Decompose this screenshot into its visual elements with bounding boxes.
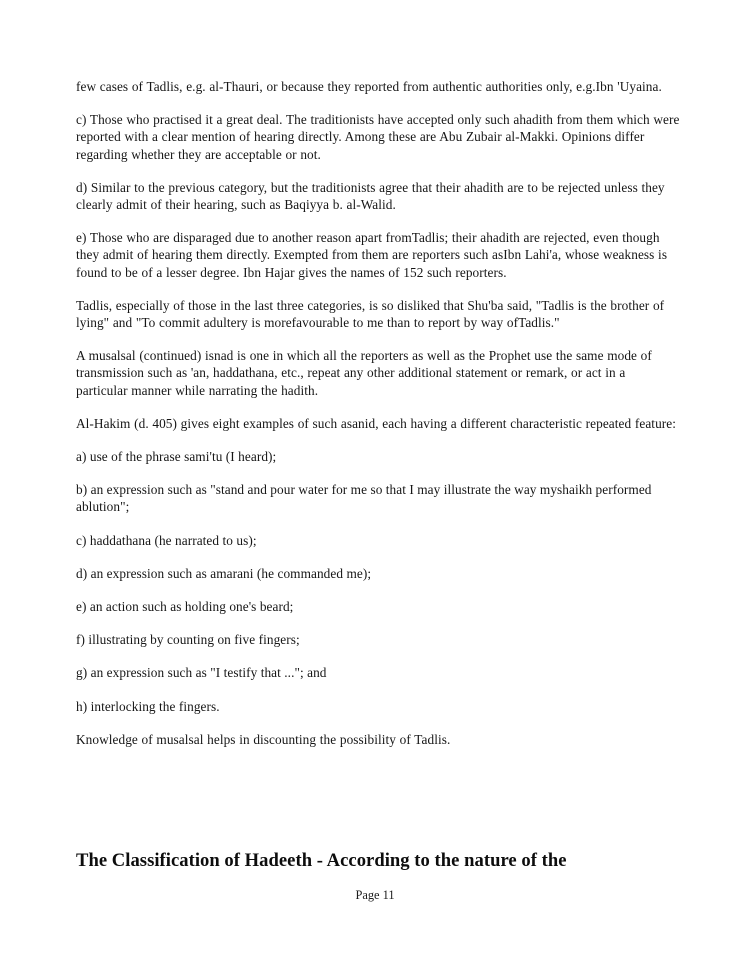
list-item-c: c) haddathana (he narrated to us); (76, 532, 257, 548)
list-item-b: b) an expression such as "stand and pour water for me so that I may illustrate the way myshaikh performed ablution"; (76, 482, 652, 515)
list-item-a: a) use of the phrase sami'tu (I heard); (76, 449, 277, 465)
list-item-h: h) interlocking the fingers. (76, 698, 220, 714)
paragraph-tadlis-disliked: Tadlis, especially of those in the last three categories, is so disliked that Shu'ba said, "Tadlis is the brother of lying" and "To commit adultery is morefavourable to me than to report by way ofTadlis." (76, 297, 665, 331)
list-item-e: e) an action such as holding one's beard; (76, 599, 294, 615)
paragraph-category-c: c) Those who practised it a great deal. The traditionists have accepted only such ahadith from them which were reported with a clear mention of hearing directly. Among these are Abu Zubair al-Makki. Opinions differ regarding whether they are acceptable or not. (76, 112, 680, 162)
paragraph-musalsal-definition: A musalsal (continued) isnad is one in which all the reporters as well as the Prophet use the same mode of transmission such as 'an, haddathana, etc., repeat any other additional statement or remark, or act in a particular manner while narrating the hadith. (76, 348, 652, 398)
list-item-d: d) an expression such as amarani (he commanded me); (76, 565, 372, 581)
list-item-f: f) illustrating by counting on five fingers; (76, 632, 300, 648)
paragraph-category-d: d) Similar to the previous category, but the traditionists agree that their ahadith are to be rejected unless they clearly admit of their hearing, such as Baqiyya b. al-Walid. (76, 179, 665, 213)
paragraph-closing: Knowledge of musalsal helps in discounting the possibility of Tadlis. (76, 731, 451, 747)
paragraph-category-e: e) Those who are disparaged due to another reason apart fromTadlis; their ahadith are rejected, even though they admit of hearing them directly. Exempted from them are reporters such asIbn Lahi'a, whose weakness is found to be of a lesser degree. Ibn Hajar gives the names of 152 such reporters. (76, 230, 668, 280)
list-item-g: g) an expression such as "I testify that ..."; and (76, 665, 327, 681)
paragraph-al-hakim-examples: Al-Hakim (d. 405) gives eight examples of such asanid, each having a different characteristic repeated feature: (76, 415, 677, 431)
paragraph-continuation: few cases of Tadlis, e.g. al-Thauri, or because they reported from authentic authorities only, e.g.Ibn 'Uyaina. (76, 79, 662, 94)
page-number-footer: Page 11 (355, 888, 395, 902)
section-heading: The Classification of Hadeeth - According to the nature of the (76, 850, 567, 872)
page-body (76, 78, 680, 764)
